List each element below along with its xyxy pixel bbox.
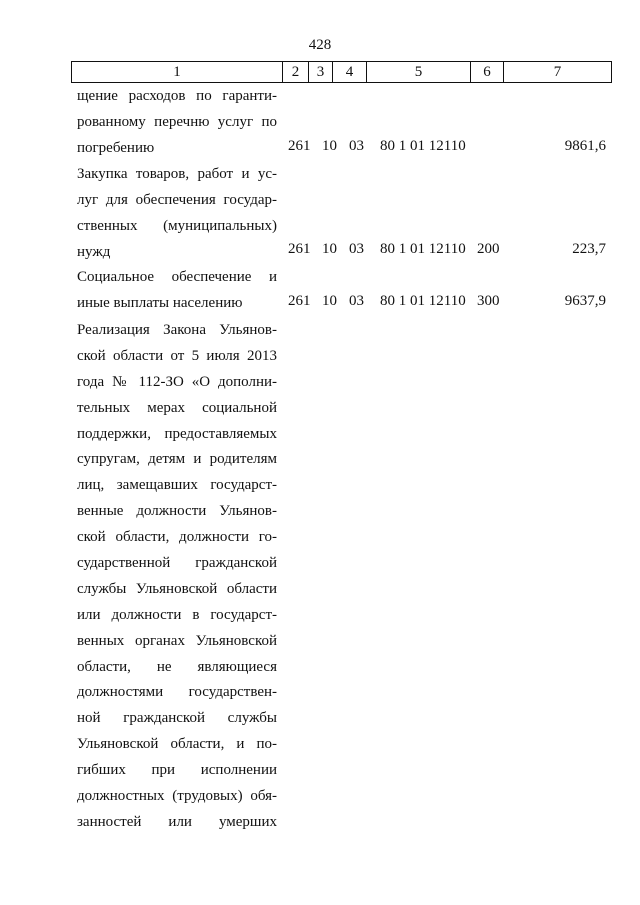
- row-text-line: занностей или умерших: [77, 813, 277, 830]
- row-text-line: венных органах Ульяновской: [77, 632, 277, 649]
- row-text-line: поддержки, предоставляемых: [77, 425, 277, 442]
- row-text-line: области, не являющиеся: [77, 658, 277, 675]
- cell-col7: 9861,6: [564, 138, 606, 154]
- cell-col7: 223,7: [572, 241, 606, 257]
- cell-col5: 80 1 01 12110: [380, 241, 466, 257]
- row-text-line: луг для обеспечения государ-: [77, 191, 277, 208]
- row-text-line: нужд: [77, 243, 111, 260]
- row-text-line: тельных мерах социальной: [77, 399, 277, 416]
- row-text-line: сударственной гражданской: [77, 555, 277, 572]
- column-header-7: 7: [504, 62, 612, 83]
- cell-col6: 200: [477, 241, 500, 257]
- column-header-3: 3: [309, 62, 333, 83]
- page-number: 428: [308, 37, 332, 53]
- column-header-1: 1: [72, 62, 283, 83]
- row-text-line: ной гражданской службы: [77, 710, 277, 727]
- row-text-line: гибших при исполнении: [77, 762, 277, 779]
- cell-col3: 10: [322, 241, 337, 257]
- cell-col2: 261: [288, 241, 311, 257]
- row-text-line: погребению: [77, 139, 155, 156]
- row-text-line: лиц, замещавших государст-: [77, 477, 277, 494]
- cell-col5: 80 1 01 12110: [380, 138, 466, 154]
- row-text-line: Социальное обеспечение и: [77, 269, 277, 285]
- table-row-text: [77, 84, 277, 162]
- row-text-line: Ульяновской области, и по-: [77, 736, 277, 753]
- row-text-line: ственных (муниципальных): [77, 217, 277, 234]
- table-row-text: [77, 265, 277, 317]
- row-text-line: года № 112-ЗО «О дополни-: [77, 373, 277, 390]
- row-text-line: или должности в государст-: [77, 606, 277, 623]
- cell-col6: 300: [477, 293, 500, 309]
- table-row-text: [77, 162, 277, 266]
- table-row-text: [77, 318, 277, 836]
- cell-col4: 03: [349, 293, 364, 309]
- row-text-line: рованному перечню услуг по: [77, 113, 277, 130]
- cell-col3: 10: [322, 138, 337, 154]
- cell-col3: 10: [322, 293, 337, 309]
- row-text-line: службы Ульяновской области: [77, 580, 277, 597]
- row-text-line: должностных (трудовых) обя-: [77, 788, 277, 805]
- row-text-line: щение расходов по гаранти-: [77, 88, 277, 104]
- row-text-line: ской области от 5 июля 2013: [77, 347, 277, 364]
- column-header-2: 2: [283, 62, 309, 83]
- cell-col2: 261: [288, 138, 311, 154]
- row-text-line: венные должности Ульянов-: [77, 503, 277, 520]
- column-header-5: 5: [367, 62, 471, 83]
- cell-col2: 261: [288, 293, 311, 309]
- column-header-6: 6: [471, 62, 504, 83]
- cell-col4: 03: [349, 138, 364, 154]
- row-text-line: Закупка товаров, работ и ус-: [77, 166, 277, 182]
- row-text-line: ской области, должности го-: [77, 529, 277, 546]
- cell-col5: 80 1 01 12110: [380, 293, 466, 309]
- column-header-4: 4: [333, 62, 367, 83]
- row-text-line: супругам, детям и родителям: [77, 451, 277, 468]
- row-text-line: должностями государствен-: [77, 684, 277, 701]
- cell-col4: 03: [349, 241, 364, 257]
- row-text-line: Реализация Закона Ульянов-: [77, 322, 277, 338]
- column-header-row: [71, 61, 612, 83]
- row-text-line: иные выплаты населению: [77, 294, 243, 311]
- cell-col7: 9637,9: [564, 293, 606, 309]
